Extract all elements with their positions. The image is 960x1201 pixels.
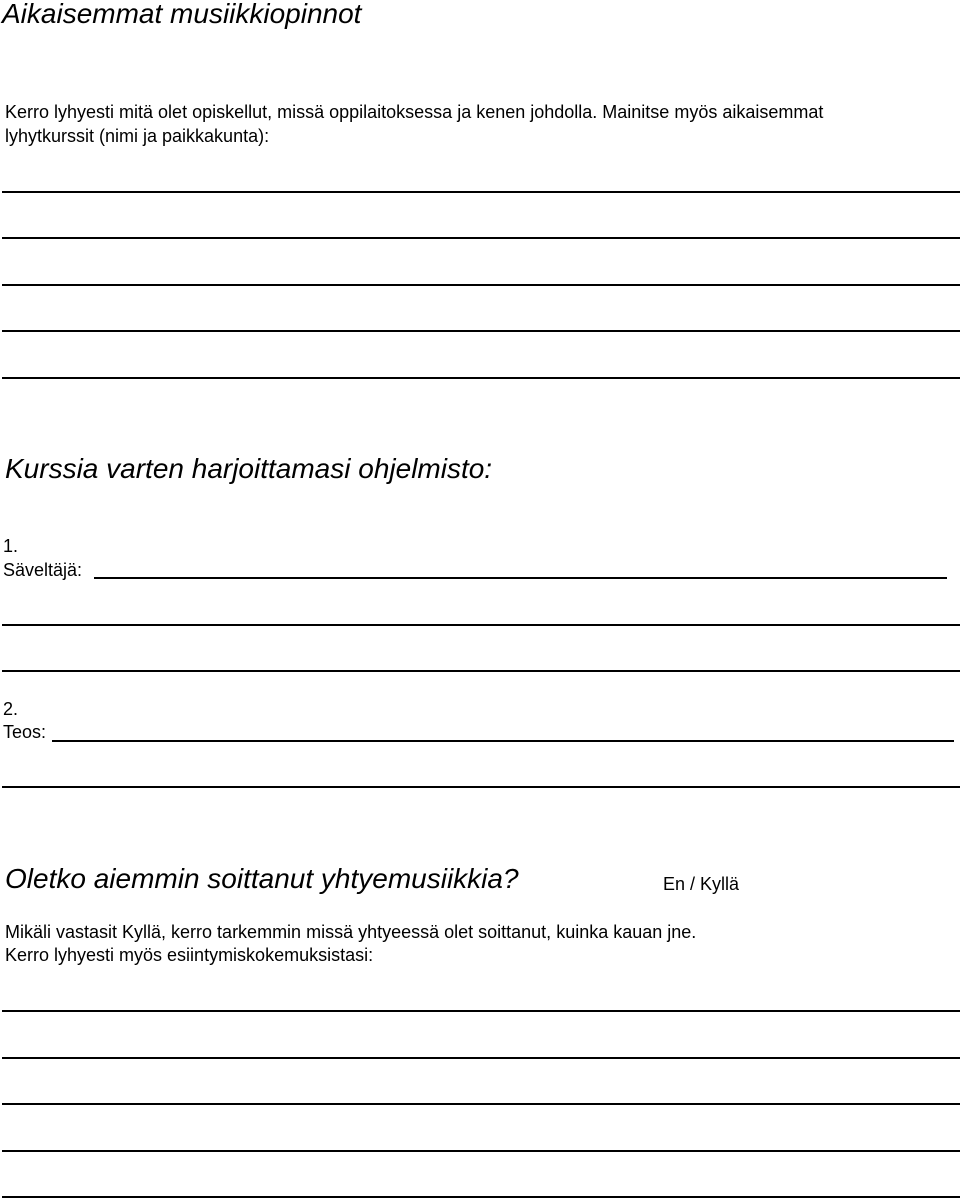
work-answer-line[interactable] xyxy=(52,740,954,742)
answer-line-repertoire-2[interactable] xyxy=(2,670,960,672)
repertoire-item-1-number: 1. xyxy=(3,536,19,556)
answer-line-studies-5[interactable] xyxy=(2,377,960,379)
work-label: Teos: xyxy=(3,722,47,742)
heading-repertoire: Kurssia varten harjoittamasi ohjelmisto: xyxy=(5,453,493,484)
ensemble-answer-options[interactable]: En / Kyllä xyxy=(663,874,740,894)
answer-line-ensemble-1[interactable] xyxy=(2,1010,960,1012)
answer-line-ensemble-3[interactable] xyxy=(2,1103,960,1105)
answer-line-studies-2[interactable] xyxy=(2,237,960,239)
composer-answer-line[interactable] xyxy=(94,577,947,579)
answer-line-repertoire-1[interactable] xyxy=(2,624,960,626)
answer-line-ensemble-4[interactable] xyxy=(2,1150,960,1152)
answer-line-studies-4[interactable] xyxy=(2,330,960,332)
followup-line-1: Mikäli vastasit Kyllä, kerro tarkemmin missä yhtyeessä olet soittanut, kuinka kauan jne. xyxy=(5,922,697,942)
instruction-line-1: Kerro lyhyesti mitä olet opiskellut, missä oppilaitoksessa ja kenen johdolla. Mainitse myös aikaisemmat xyxy=(5,102,824,122)
answer-line-studies-3[interactable] xyxy=(2,284,960,286)
question-ensemble-music: Oletko aiemmin soittanut yhtyemusiikkia? xyxy=(5,863,519,894)
followup-line-2: Kerro lyhyesti myös esiintymiskokemuksistasi: xyxy=(5,945,374,965)
heading-previous-music-studies: Aikaisemmat musiikkiopinnot xyxy=(2,0,362,29)
instruction-line-2: lyhytkurssit (nimi ja paikkakunta): xyxy=(5,126,270,146)
composer-label: Säveltäjä: xyxy=(3,560,83,580)
answer-line-ensemble-2[interactable] xyxy=(2,1057,960,1059)
answer-line-ensemble-5[interactable] xyxy=(2,1196,960,1198)
answer-line-studies-1[interactable] xyxy=(2,191,960,193)
repertoire-item-2-number: 2. xyxy=(3,699,19,719)
answer-line-repertoire-3[interactable] xyxy=(2,786,960,788)
